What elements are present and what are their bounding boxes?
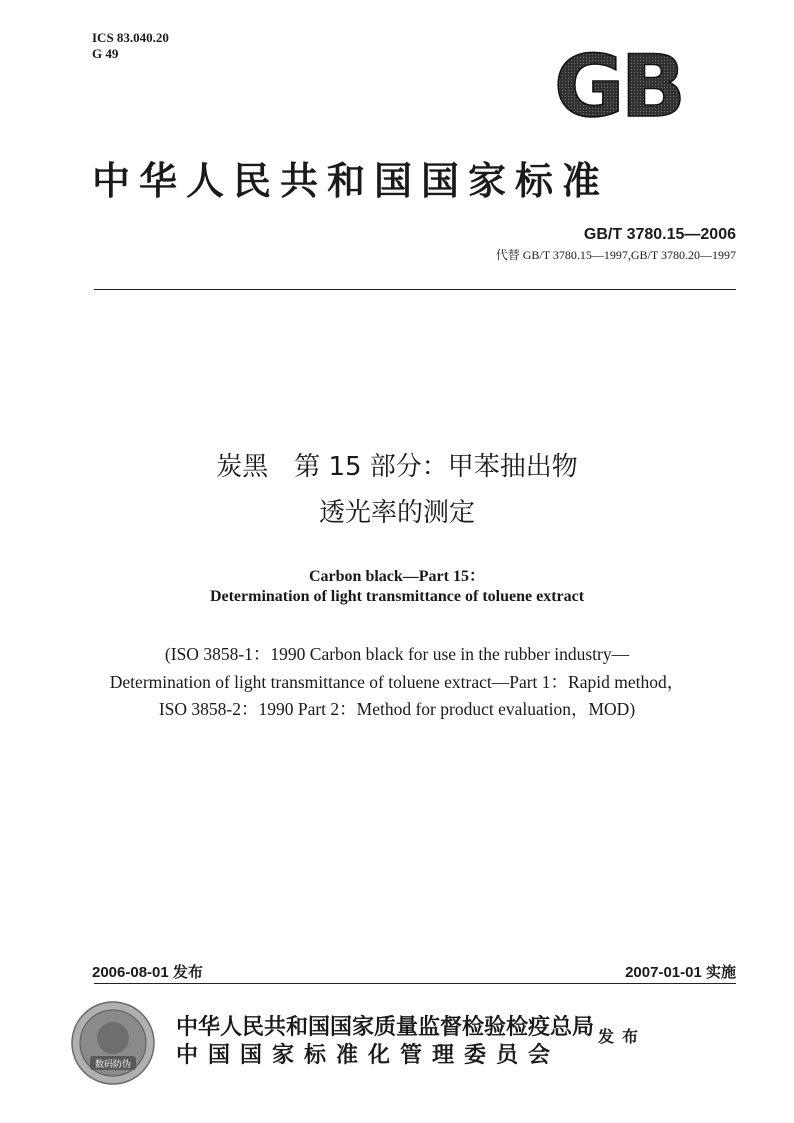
publish-label: 发布 (598, 1027, 647, 1046)
standard-number: GB/T 3780.15—2006 (583, 226, 736, 243)
english-title-line1: Carbon black—Part 15： (308, 568, 485, 585)
chinese-title-line2: 透光率的测定 (318, 498, 475, 528)
iso-reference-line3: ISO 3858-2：1990 Part 2：Method for product evaluation，MOD) (158, 699, 636, 719)
seal-text: 数码防伪 (94, 1060, 132, 1070)
chinese-title-line1: 炭黑 第 15 部分：甲苯抽出物 (216, 452, 578, 482)
ccs-code: G 49 (92, 46, 119, 61)
issuer-line2: 中国国家标准化管理委员会 (176, 1043, 561, 1068)
issue-date: 2006-08-01 发布 (92, 964, 203, 981)
footer-divider (94, 983, 736, 984)
iso-reference-line2: Determination of light transmittance of toluene extract—Part 1：Rapid method， (109, 672, 685, 692)
implementation-date: 2007-01-01 实施 (625, 964, 736, 981)
gb-logo (540, 44, 696, 124)
iso-reference-line1: (ISO 3858-1：1990 Carbon black for use in the rubber industry— (164, 644, 630, 664)
classification-codes (92, 30, 169, 62)
standard-title: 中华人民共和国国家标准 (92, 159, 610, 203)
ics-code: ICS 83.040.20 (92, 30, 169, 45)
replaces-note: 代替 GB/T 3780.15—1997,GB/T 3780.20—1997 (495, 248, 736, 262)
anti-counterfeit-seal (70, 1000, 156, 1086)
header-divider (94, 289, 736, 290)
issuer-line1: 中华人民共和国国家质量监督检验检疫总局 (176, 1015, 595, 1040)
gb-logo-text: GB (553, 44, 683, 124)
english-title-line2: Determination of light transmittance of toluene extract (209, 588, 585, 605)
